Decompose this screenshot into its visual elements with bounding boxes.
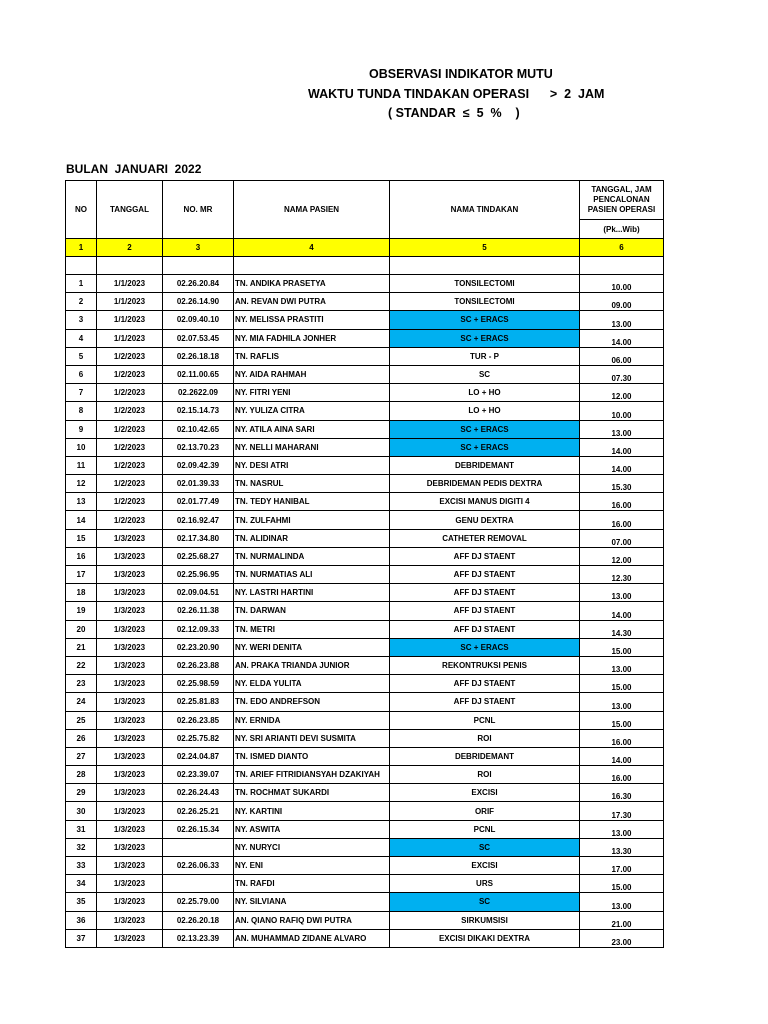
row-nama-pasien: AN. QIANO RAFIQ DWI PUTRA xyxy=(234,911,390,929)
row-nama-tindakan: SC + ERACS xyxy=(390,438,580,456)
row-no-mr: 02.25.75.82 xyxy=(163,729,234,747)
table-row xyxy=(66,766,664,784)
header-waktu-sub: (Pk...Wib) xyxy=(580,220,664,239)
row-nama-tindakan: SC + ERACS xyxy=(390,638,580,656)
row-nama-tindakan: CATHETER REMOVAL xyxy=(390,529,580,547)
row-no-mr: 02.26.14.90 xyxy=(163,293,234,311)
row-nama-pasien: NY. NURYCI xyxy=(234,838,390,856)
row-no: 10 xyxy=(66,438,97,456)
table-row xyxy=(66,402,664,420)
row-jam: 16.00 xyxy=(580,766,664,784)
row-jam: 23.00 xyxy=(580,929,664,947)
header-nama-pasien: NAMA PASIEN xyxy=(234,181,390,239)
row-no-mr: 02.16.92.47 xyxy=(163,511,234,529)
table-row xyxy=(66,438,664,456)
table-row xyxy=(66,475,664,493)
table-row xyxy=(66,620,664,638)
row-jam: 16.00 xyxy=(580,511,664,529)
row-no: 37 xyxy=(66,929,97,947)
row-no: 4 xyxy=(66,329,97,347)
row-nama-tindakan: DEBRIDEMANT xyxy=(390,747,580,765)
row-no-mr: 02.2622.09 xyxy=(163,384,234,402)
row-no: 31 xyxy=(66,820,97,838)
row-tanggal: 1/2/2023 xyxy=(97,347,163,365)
row-tanggal: 1/2/2023 xyxy=(97,402,163,420)
row-tanggal: 1/3/2023 xyxy=(97,584,163,602)
row-tanggal: 1/1/2023 xyxy=(97,329,163,347)
table-row xyxy=(66,547,664,565)
row-nama-pasien: NY. ATILA AINA SARI xyxy=(234,420,390,438)
row-nama-tindakan: EXCISI xyxy=(390,784,580,802)
observation-table xyxy=(65,180,664,948)
row-nama-pasien: NY. MIA FADHILA JONHER xyxy=(234,329,390,347)
row-no: 33 xyxy=(66,857,97,875)
row-nama-tindakan: TONSILECTOMI xyxy=(390,275,580,293)
row-jam: 15.00 xyxy=(580,875,664,893)
table-row xyxy=(66,584,664,602)
row-tanggal: 1/2/2023 xyxy=(97,475,163,493)
row-tanggal: 1/3/2023 xyxy=(97,820,163,838)
row-no: 11 xyxy=(66,456,97,474)
row-no: 13 xyxy=(66,493,97,511)
row-nama-tindakan: EXCISI MANUS DIGITI 4 xyxy=(390,493,580,511)
table-row xyxy=(66,293,664,311)
row-tanggal: 1/1/2023 xyxy=(97,293,163,311)
table-row xyxy=(66,656,664,674)
row-no-mr: 02.09.04.51 xyxy=(163,584,234,602)
month-label: BULAN JANUARI 2022 xyxy=(66,162,202,176)
row-jam: 07.00 xyxy=(580,529,664,547)
row-no: 25 xyxy=(66,711,97,729)
table-row xyxy=(66,311,664,329)
row-nama-tindakan: ROI xyxy=(390,766,580,784)
row-nama-tindakan: PCNL xyxy=(390,711,580,729)
row-tanggal: 1/3/2023 xyxy=(97,802,163,820)
row-no: 24 xyxy=(66,693,97,711)
row-nama-pasien: NY. LASTRI HARTINI xyxy=(234,584,390,602)
row-jam: 13.00 xyxy=(580,584,664,602)
table-row xyxy=(66,384,664,402)
row-nama-pasien: NY. AIDA RAHMAH xyxy=(234,365,390,383)
row-no-mr: 02.25.96.95 xyxy=(163,566,234,584)
row-no-mr: 02.26.20.84 xyxy=(163,275,234,293)
row-no: 8 xyxy=(66,402,97,420)
row-tanggal: 1/3/2023 xyxy=(97,838,163,856)
row-tanggal: 1/3/2023 xyxy=(97,638,163,656)
row-jam: 16.00 xyxy=(580,729,664,747)
row-tanggal: 1/2/2023 xyxy=(97,365,163,383)
row-nama-pasien: NY. MELISSA PRASTITI xyxy=(234,311,390,329)
table-row xyxy=(66,747,664,765)
row-no-mr: 02.10.42.65 xyxy=(163,420,234,438)
row-nama-tindakan: AFF DJ STAENT xyxy=(390,675,580,693)
row-jam: 13.00 xyxy=(580,693,664,711)
column-number: 2 xyxy=(97,239,163,257)
row-nama-tindakan: SC xyxy=(390,365,580,383)
row-tanggal: 1/2/2023 xyxy=(97,384,163,402)
row-no-mr: 02.26.18.18 xyxy=(163,347,234,365)
row-no-mr: 02.26.25.21 xyxy=(163,802,234,820)
row-jam: 14.00 xyxy=(580,456,664,474)
report-title: OBSERVASI INDIKATOR MUTU xyxy=(369,67,553,81)
row-tanggal: 1/2/2023 xyxy=(97,493,163,511)
row-nama-pasien: NY. ELDA YULITA xyxy=(234,675,390,693)
row-nama-tindakan: SIRKUMSISI xyxy=(390,911,580,929)
row-nama-pasien: TN. ZULFAHMI xyxy=(234,511,390,529)
row-tanggal: 1/3/2023 xyxy=(97,656,163,674)
row-tanggal: 1/3/2023 xyxy=(97,529,163,547)
table-row xyxy=(66,838,664,856)
row-nama-pasien: TN. NASRUL xyxy=(234,475,390,493)
row-jam: 13.00 xyxy=(580,311,664,329)
column-number: 5 xyxy=(390,239,580,257)
row-no-mr: 02.13.23.39 xyxy=(163,929,234,947)
row-no: 29 xyxy=(66,784,97,802)
table-row xyxy=(66,638,664,656)
row-nama-pasien: AN. MUHAMMAD ZIDANE ALVARO xyxy=(234,929,390,947)
row-tanggal: 1/3/2023 xyxy=(97,675,163,693)
header-no-mr: NO. MR xyxy=(163,181,234,239)
row-nama-tindakan: EXCISI xyxy=(390,857,580,875)
row-tanggal: 1/2/2023 xyxy=(97,420,163,438)
row-no-mr: 02.26.23.88 xyxy=(163,656,234,674)
row-jam: 15.00 xyxy=(580,675,664,693)
table-row xyxy=(66,784,664,802)
row-nama-tindakan: LO + HO xyxy=(390,402,580,420)
row-no: 16 xyxy=(66,547,97,565)
row-no-mr: 02.26.11.38 xyxy=(163,602,234,620)
row-tanggal: 1/1/2023 xyxy=(97,275,163,293)
table-row xyxy=(66,365,664,383)
row-no-mr: 02.25.81.83 xyxy=(163,693,234,711)
row-no: 28 xyxy=(66,766,97,784)
header-nama-tindakan: NAMA TINDAKAN xyxy=(390,181,580,239)
row-nama-tindakan: TUR - P xyxy=(390,347,580,365)
row-nama-pasien: NY. FITRI YENI xyxy=(234,384,390,402)
blank-row xyxy=(66,257,664,275)
row-no: 7 xyxy=(66,384,97,402)
row-nama-tindakan: EXCISI DIKAKI DEXTRA xyxy=(390,929,580,947)
row-no: 18 xyxy=(66,584,97,602)
row-jam: 06.00 xyxy=(580,347,664,365)
row-tanggal: 1/3/2023 xyxy=(97,747,163,765)
table-row xyxy=(66,911,664,929)
row-no-mr: 02.25.79.00 xyxy=(163,893,234,911)
row-nama-pasien: TN. ALIDINAR xyxy=(234,529,390,547)
row-nama-pasien: AN. PRAKA TRIANDA JUNIOR xyxy=(234,656,390,674)
row-tanggal: 1/3/2023 xyxy=(97,711,163,729)
report-standard: ( STANDAR ≤ 5 % ) xyxy=(388,106,520,120)
row-jam: 16.30 xyxy=(580,784,664,802)
row-nama-pasien: NY. ERNIDA xyxy=(234,711,390,729)
row-no: 20 xyxy=(66,620,97,638)
row-jam: 17.00 xyxy=(580,857,664,875)
row-no-mr: 02.26.06.33 xyxy=(163,857,234,875)
row-nama-tindakan: GENU DEXTRA xyxy=(390,511,580,529)
row-no-mr xyxy=(163,838,234,856)
row-no: 35 xyxy=(66,893,97,911)
row-tanggal: 1/3/2023 xyxy=(97,893,163,911)
table-row xyxy=(66,275,664,293)
row-nama-pasien: NY. WERI DENITA xyxy=(234,638,390,656)
row-no: 22 xyxy=(66,656,97,674)
row-jam: 14.00 xyxy=(580,329,664,347)
row-nama-tindakan: LO + HO xyxy=(390,384,580,402)
row-tanggal: 1/3/2023 xyxy=(97,911,163,929)
row-nama-tindakan: AFF DJ STAENT xyxy=(390,566,580,584)
row-jam: 14.30 xyxy=(580,620,664,638)
row-nama-pasien: NY. SILVIANA xyxy=(234,893,390,911)
row-nama-pasien: TN. NURMALINDA xyxy=(234,547,390,565)
row-nama-pasien: TN. RAFLIS xyxy=(234,347,390,365)
row-nama-tindakan: AFF DJ STAENT xyxy=(390,584,580,602)
row-no-mr: 02.07.53.45 xyxy=(163,329,234,347)
row-tanggal: 1/3/2023 xyxy=(97,729,163,747)
row-nama-tindakan: REKONTRUKSI PENIS xyxy=(390,656,580,674)
row-tanggal: 1/3/2023 xyxy=(97,602,163,620)
header-no: NO xyxy=(66,181,97,239)
column-number-row xyxy=(66,239,664,257)
row-jam: 15.30 xyxy=(580,475,664,493)
table-row xyxy=(66,602,664,620)
row-jam: 14.00 xyxy=(580,602,664,620)
row-no-mr: 02.24.04.87 xyxy=(163,747,234,765)
row-tanggal: 1/3/2023 xyxy=(97,693,163,711)
column-number: 3 xyxy=(163,239,234,257)
row-jam: 16.00 xyxy=(580,493,664,511)
row-no: 3 xyxy=(66,311,97,329)
row-no: 2 xyxy=(66,293,97,311)
row-nama-pasien: TN. TEDY HANIBAL xyxy=(234,493,390,511)
row-no-mr: 02.25.68.27 xyxy=(163,547,234,565)
row-no: 5 xyxy=(66,347,97,365)
header-waktu: TANGGAL, JAM PENCALONAN PASIEN OPERASI xyxy=(580,181,664,220)
table-row xyxy=(66,693,664,711)
row-no-mr: 02.15.14.73 xyxy=(163,402,234,420)
row-no-mr: 02.17.34.80 xyxy=(163,529,234,547)
table-row xyxy=(66,711,664,729)
row-no-mr: 02.01.77.49 xyxy=(163,493,234,511)
table-row xyxy=(66,347,664,365)
row-no: 19 xyxy=(66,602,97,620)
row-jam: 14.00 xyxy=(580,747,664,765)
row-jam: 13.30 xyxy=(580,838,664,856)
row-nama-pasien: NY. KARTINI xyxy=(234,802,390,820)
row-no: 36 xyxy=(66,911,97,929)
row-nama-pasien: TN. EDO ANDREFSON xyxy=(234,693,390,711)
table-row xyxy=(66,675,664,693)
row-nama-pasien: TN. DARWAN xyxy=(234,602,390,620)
row-jam: 13.00 xyxy=(580,893,664,911)
row-no: 14 xyxy=(66,511,97,529)
table-row xyxy=(66,857,664,875)
header-tanggal: TANGGAL xyxy=(97,181,163,239)
table-row xyxy=(66,456,664,474)
table-row xyxy=(66,529,664,547)
row-no-mr: 02.23.20.90 xyxy=(163,638,234,656)
row-tanggal: 1/3/2023 xyxy=(97,929,163,947)
table-row xyxy=(66,566,664,584)
row-nama-pasien: TN. ANDIKA PRASETYA xyxy=(234,275,390,293)
row-tanggal: 1/2/2023 xyxy=(97,438,163,456)
row-nama-tindakan: SC + ERACS xyxy=(390,420,580,438)
row-nama-tindakan: DEBRIDEMAN PEDIS DEXTRA xyxy=(390,475,580,493)
row-nama-pasien: TN. RAFDI xyxy=(234,875,390,893)
row-jam: 14.00 xyxy=(580,438,664,456)
row-no: 32 xyxy=(66,838,97,856)
row-no: 17 xyxy=(66,566,97,584)
row-nama-pasien: TN. NURMATIAS ALI xyxy=(234,566,390,584)
row-nama-tindakan: TONSILECTOMI xyxy=(390,293,580,311)
row-nama-pasien: TN. ROCHMAT SUKARDI xyxy=(234,784,390,802)
row-no: 9 xyxy=(66,420,97,438)
row-jam: 13.00 xyxy=(580,820,664,838)
row-jam: 17.30 xyxy=(580,802,664,820)
row-tanggal: 1/3/2023 xyxy=(97,620,163,638)
row-nama-pasien: NY. YULIZA CITRA xyxy=(234,402,390,420)
row-jam: 12.00 xyxy=(580,547,664,565)
row-no: 21 xyxy=(66,638,97,656)
row-jam: 10.00 xyxy=(580,402,664,420)
row-nama-tindakan: SC + ERACS xyxy=(390,329,580,347)
row-no-mr: 02.11.00.65 xyxy=(163,365,234,383)
row-jam: 13.00 xyxy=(580,656,664,674)
row-no: 34 xyxy=(66,875,97,893)
table-row xyxy=(66,511,664,529)
row-nama-pasien: TN. METRI xyxy=(234,620,390,638)
row-nama-tindakan: PCNL xyxy=(390,820,580,838)
table-row xyxy=(66,929,664,947)
row-no: 6 xyxy=(66,365,97,383)
table-row xyxy=(66,729,664,747)
row-no-mr: 02.12.09.33 xyxy=(163,620,234,638)
row-nama-tindakan: ORIF xyxy=(390,802,580,820)
row-nama-pasien: TN. ISMED DIANTO xyxy=(234,747,390,765)
column-number: 4 xyxy=(234,239,390,257)
row-nama-tindakan: SC xyxy=(390,838,580,856)
table-row xyxy=(66,329,664,347)
row-jam: 12.00 xyxy=(580,384,664,402)
row-tanggal: 1/3/2023 xyxy=(97,566,163,584)
row-no: 23 xyxy=(66,675,97,693)
row-no-mr: 02.26.20.18 xyxy=(163,911,234,929)
column-number: 6 xyxy=(580,239,664,257)
row-no-mr: 02.09.42.39 xyxy=(163,456,234,474)
row-tanggal: 1/3/2023 xyxy=(97,766,163,784)
row-nama-pasien: NY. NELLI MAHARANI xyxy=(234,438,390,456)
row-no-mr: 02.26.15.34 xyxy=(163,820,234,838)
row-no: 30 xyxy=(66,802,97,820)
row-jam: 12.30 xyxy=(580,566,664,584)
row-jam: 09.00 xyxy=(580,293,664,311)
table-row xyxy=(66,802,664,820)
row-tanggal: 1/3/2023 xyxy=(97,547,163,565)
row-tanggal: 1/3/2023 xyxy=(97,875,163,893)
row-no-mr xyxy=(163,875,234,893)
row-nama-tindakan: ROI xyxy=(390,729,580,747)
row-no: 27 xyxy=(66,747,97,765)
row-nama-pasien: NY. ENI xyxy=(234,857,390,875)
column-number: 1 xyxy=(66,239,97,257)
row-no-mr: 02.01.39.33 xyxy=(163,475,234,493)
row-tanggal: 1/2/2023 xyxy=(97,511,163,529)
row-nama-tindakan: AFF DJ STAENT xyxy=(390,620,580,638)
row-nama-tindakan: AFF DJ STAENT xyxy=(390,547,580,565)
row-jam: 07.30 xyxy=(580,365,664,383)
row-nama-pasien: AN. REVAN DWI PUTRA xyxy=(234,293,390,311)
row-nama-tindakan: SC + ERACS xyxy=(390,311,580,329)
row-no: 15 xyxy=(66,529,97,547)
row-no-mr: 02.23.39.07 xyxy=(163,766,234,784)
row-tanggal: 1/2/2023 xyxy=(97,456,163,474)
row-no: 26 xyxy=(66,729,97,747)
table-row xyxy=(66,875,664,893)
row-nama-pasien: NY. DESI ATRI xyxy=(234,456,390,474)
row-jam: 15.00 xyxy=(580,711,664,729)
row-jam: 10.00 xyxy=(580,275,664,293)
row-jam: 15.00 xyxy=(580,638,664,656)
row-nama-pasien: NY. SRI ARIANTI DEVI SUSMITA xyxy=(234,729,390,747)
row-no-mr: 02.09.40.10 xyxy=(163,311,234,329)
row-tanggal: 1/3/2023 xyxy=(97,857,163,875)
row-no-mr: 02.26.23.85 xyxy=(163,711,234,729)
row-jam: 21.00 xyxy=(580,911,664,929)
table-row xyxy=(66,820,664,838)
row-nama-tindakan: SC xyxy=(390,893,580,911)
row-no-mr: 02.25.98.59 xyxy=(163,675,234,693)
table-row xyxy=(66,893,664,911)
row-nama-tindakan: AFF DJ STAENT xyxy=(390,693,580,711)
report-subtitle: WAKTU TUNDA TINDAKAN OPERASI > 2 JAM xyxy=(308,87,605,101)
row-nama-tindakan: DEBRIDEMANT xyxy=(390,456,580,474)
table-row xyxy=(66,420,664,438)
table-row xyxy=(66,493,664,511)
row-nama-pasien: TN. ARIEF FITRIDIANSYAH DZAKIYAH xyxy=(234,766,390,784)
row-tanggal: 1/1/2023 xyxy=(97,311,163,329)
row-nama-tindakan: AFF DJ STAENT xyxy=(390,602,580,620)
row-no-mr: 02.13.70.23 xyxy=(163,438,234,456)
row-no: 12 xyxy=(66,475,97,493)
row-no-mr: 02.26.24.43 xyxy=(163,784,234,802)
row-jam: 13.00 xyxy=(580,420,664,438)
row-tanggal: 1/3/2023 xyxy=(97,784,163,802)
row-no: 1 xyxy=(66,275,97,293)
row-nama-tindakan: URS xyxy=(390,875,580,893)
row-nama-pasien: NY. ASWITA xyxy=(234,820,390,838)
